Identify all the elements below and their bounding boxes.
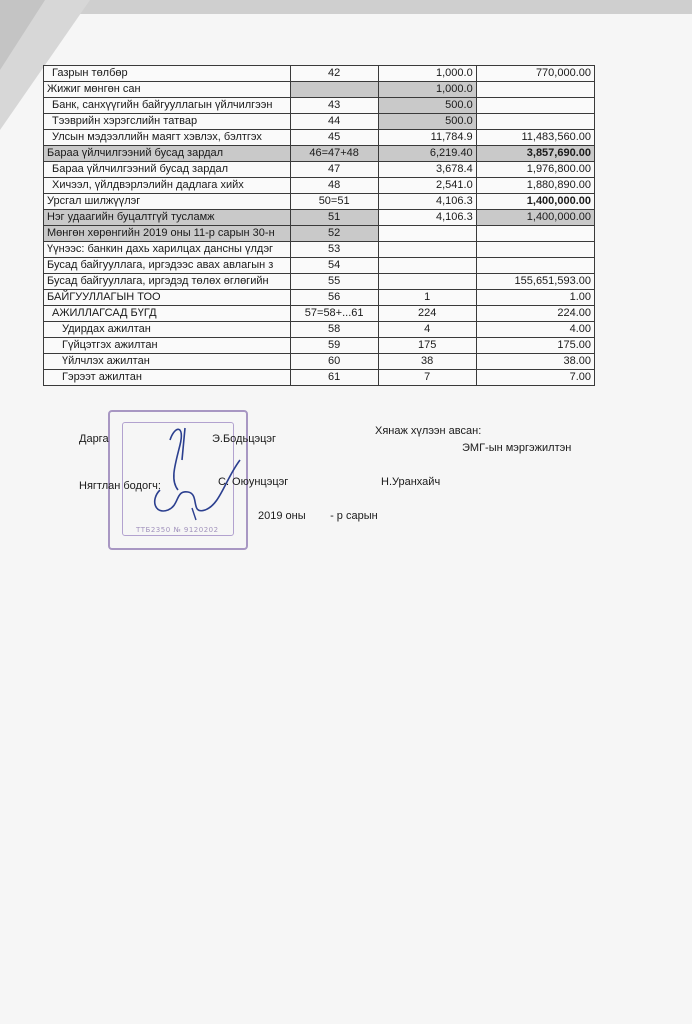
row-value-2: 3,857,690.00 xyxy=(476,146,594,162)
row-label: Бараа үйлчилгээний бусад зардал xyxy=(44,146,291,162)
row-value-2: 38.00 xyxy=(476,354,594,370)
scan-top-band xyxy=(0,0,692,14)
row-value-2: 11,483,560.00 xyxy=(476,130,594,146)
row-value-1: 11,784.9 xyxy=(378,130,476,146)
row-label: Бараа үйлчилгээний бусад зардал xyxy=(44,162,291,178)
row-code: 59 xyxy=(290,338,378,354)
row-code: 46=47+48 xyxy=(290,146,378,162)
row-value-2 xyxy=(476,82,594,98)
table-row xyxy=(44,338,595,354)
row-value-2: 224.00 xyxy=(476,306,594,322)
report-table xyxy=(43,65,595,386)
row-label: Газрын төлбөр xyxy=(44,66,291,82)
row-value-1: 4 xyxy=(378,322,476,338)
row-value-1 xyxy=(378,226,476,242)
row-code: 42 xyxy=(290,66,378,82)
row-code: 53 xyxy=(290,242,378,258)
table-row xyxy=(44,66,595,82)
row-value-1 xyxy=(378,274,476,290)
row-code: 50=51 xyxy=(290,194,378,210)
row-code: 57=58+...61 xyxy=(290,306,378,322)
table-row xyxy=(44,194,595,210)
row-label: АЖИЛЛАГСАД БҮГД xyxy=(44,306,291,322)
table-row xyxy=(44,130,595,146)
folded-corner-shadow xyxy=(0,0,45,70)
table-row xyxy=(44,98,595,114)
row-label: Бусад байгууллага, иргэдээс авах авлагын з xyxy=(44,258,291,274)
row-value-2: 1,400,000.00 xyxy=(476,210,594,226)
row-value-2 xyxy=(476,258,594,274)
row-value-2: 1,880,890.00 xyxy=(476,178,594,194)
row-value-2: 4.00 xyxy=(476,322,594,338)
row-code: 61 xyxy=(290,370,378,386)
row-value-1: 4,106.3 xyxy=(378,210,476,226)
row-value-2: 155,651,593.00 xyxy=(476,274,594,290)
row-label: Жижиг мөнгөн сан xyxy=(44,82,291,98)
row-code xyxy=(290,82,378,98)
table-row xyxy=(44,354,595,370)
table-row xyxy=(44,146,595,162)
row-code: 56 xyxy=(290,290,378,306)
received-role: ЭМГ-ын мэргэжилтэн xyxy=(462,442,572,454)
row-code: 47 xyxy=(290,162,378,178)
row-value-1: 6,219.40 xyxy=(378,146,476,162)
received-title: Хянаж хүлээн авсан: xyxy=(375,425,482,437)
table-row xyxy=(44,210,595,226)
row-value-2 xyxy=(476,226,594,242)
row-code: 52 xyxy=(290,226,378,242)
table-row xyxy=(44,162,595,178)
row-label: Удирдах ажилтан xyxy=(44,322,291,338)
table-row xyxy=(44,322,595,338)
row-value-2: 7.00 xyxy=(476,370,594,386)
row-label: БАЙГУУЛЛАГЫН ТОО xyxy=(44,290,291,306)
row-value-1: 7 xyxy=(378,370,476,386)
row-value-2: 1,400,000.00 xyxy=(476,194,594,210)
accountant-name: С. Оюунцэцэг xyxy=(218,476,289,488)
row-value-2: 1.00 xyxy=(476,290,594,306)
row-code: 54 xyxy=(290,258,378,274)
row-code: 60 xyxy=(290,354,378,370)
row-value-2 xyxy=(476,242,594,258)
table-row xyxy=(44,258,595,274)
row-value-1 xyxy=(378,242,476,258)
date-line: 2019 оны - р сарын xyxy=(258,510,378,522)
row-value-1 xyxy=(378,258,476,274)
table-row xyxy=(44,370,595,386)
table-row xyxy=(44,178,595,194)
director-name: Э.Бодьцэцэг xyxy=(212,433,277,445)
row-label: Гүйцэтгэх ажилтан xyxy=(44,338,291,354)
row-label: Улсын мэдээллийн маягт хэвлэх, бэлтгэх xyxy=(44,130,291,146)
table-row xyxy=(44,242,595,258)
row-code: 43 xyxy=(290,98,378,114)
row-code: 58 xyxy=(290,322,378,338)
table-row xyxy=(44,82,595,98)
row-code: 55 xyxy=(290,274,378,290)
row-label: Үүнээс: банкин дахь харилцах дансны үлдэг xyxy=(44,242,291,258)
row-label: Тээврийн хэрэгслийн татвар xyxy=(44,114,291,130)
row-value-2: 770,000.00 xyxy=(476,66,594,82)
row-label: Үйлчлэх ажилтан xyxy=(44,354,291,370)
row-label: Урсгал шилжүүлэг xyxy=(44,194,291,210)
row-value-1: 1,000.0 xyxy=(378,66,476,82)
row-value-2: 1,976,800.00 xyxy=(476,162,594,178)
row-value-1: 3,678.4 xyxy=(378,162,476,178)
row-value-1: 500.0 xyxy=(378,98,476,114)
row-value-1: 175 xyxy=(378,338,476,354)
table-row xyxy=(44,290,595,306)
row-value-1: 4,106.3 xyxy=(378,194,476,210)
row-label: Банк, санхүүгийн байгууллагын үйлчилгээн xyxy=(44,98,291,114)
stamp-number: ТТБ2350 № 9120202 xyxy=(136,526,219,534)
table-row xyxy=(44,226,595,242)
row-value-2 xyxy=(476,98,594,114)
row-value-2: 175.00 xyxy=(476,338,594,354)
row-value-1: 224 xyxy=(378,306,476,322)
row-value-1: 2,541.0 xyxy=(378,178,476,194)
row-value-1: 1,000.0 xyxy=(378,82,476,98)
row-code: 45 xyxy=(290,130,378,146)
row-value-1: 38 xyxy=(378,354,476,370)
row-label: Хичээл, үйлдвэрлэлийн дадлага хийх xyxy=(44,178,291,194)
row-label: Гэрээт ажилтан xyxy=(44,370,291,386)
received-name: Н.Уранхайч xyxy=(381,476,441,488)
row-code: 48 xyxy=(290,178,378,194)
row-value-2 xyxy=(476,114,594,130)
table-row xyxy=(44,274,595,290)
row-value-1: 1 xyxy=(378,290,476,306)
row-code: 44 xyxy=(290,114,378,130)
director-title: Дарга xyxy=(79,433,109,445)
row-label: Нэг удаагийн буцалтгүй тусламж xyxy=(44,210,291,226)
row-value-1: 500.0 xyxy=(378,114,476,130)
row-label: Мөнгөн хөрөнгийн 2019 оны 11-р сарын 30-н xyxy=(44,226,291,242)
accountant-title: Нягтлан бодогч: xyxy=(79,480,161,492)
row-code: 51 xyxy=(290,210,378,226)
row-label: Бусад байгууллага, иргэдэд төлөх өглөгийн xyxy=(44,274,291,290)
table-row xyxy=(44,306,595,322)
table-row xyxy=(44,114,595,130)
